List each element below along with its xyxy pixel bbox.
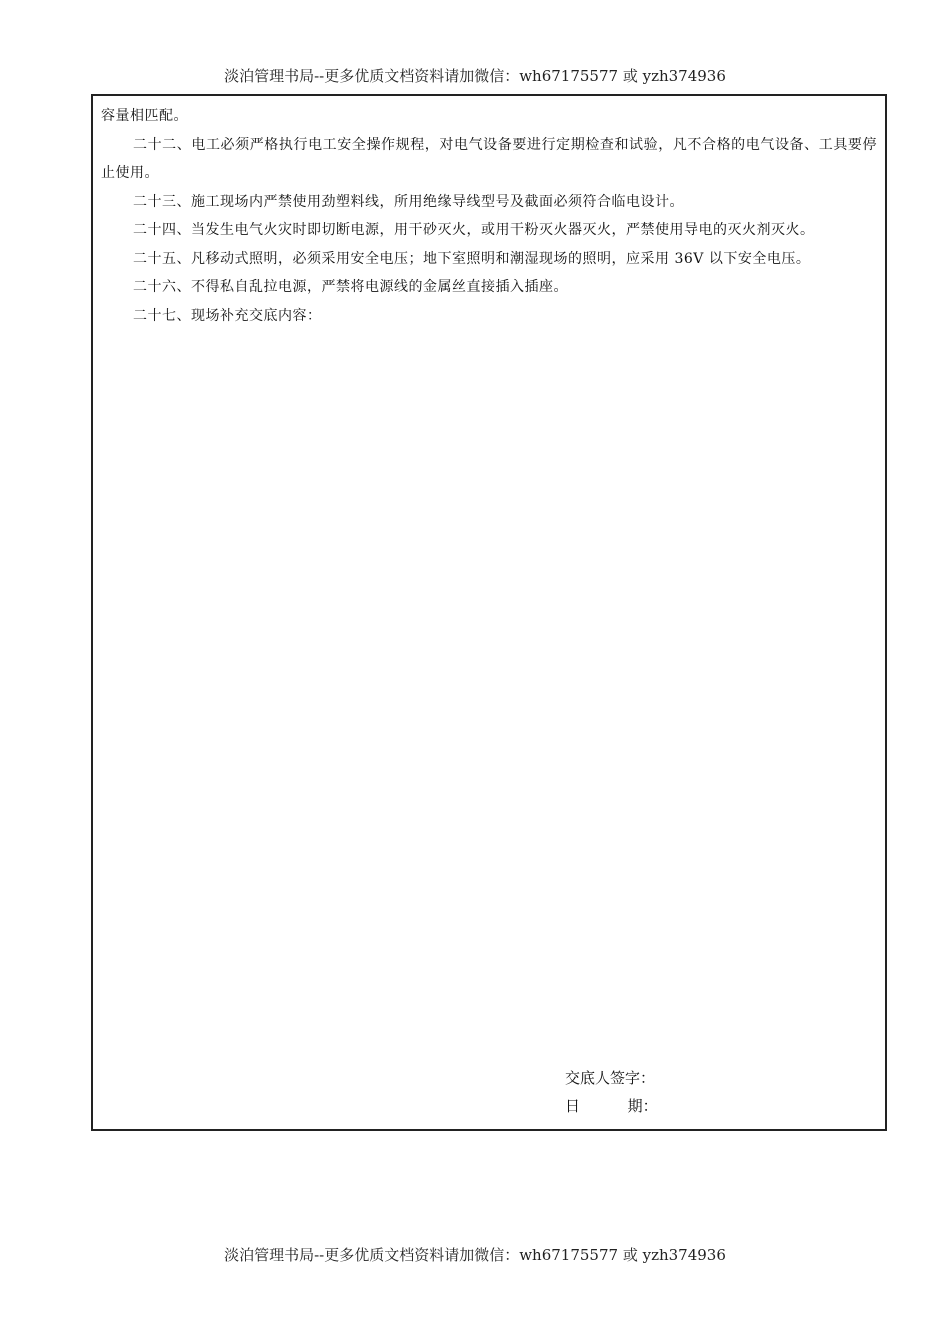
item-26: 二十六、不得私自乱拉电源，严禁将电源线的金属丝直接插入插座。 <box>133 279 568 295</box>
item-22: 二十二、电工必须严格执行电工安全操作规程，对电气设备要进行定期检查和试验，凡不合格的电气设备、工具要停止使用。 <box>101 136 877 181</box>
page-header: 淡泊管理书局--更多优质文档资料请加微信：wh67175577 或 yzh374936 <box>224 67 726 85</box>
page-footer: 淡泊管理书局--更多优质文档资料请加微信：wh67175577 或 yzh374936 <box>224 1246 726 1264</box>
item-27: 二十七、现场补充交底内容： <box>133 307 322 324</box>
signer-label: 交底人签字： <box>565 1069 656 1087</box>
continuation-line: 容量相匹配。 <box>101 108 188 124</box>
body-text <box>101 102 877 330</box>
item-24: 二十四、当发生电气火灾时即切断电源，用干砂灭火，或用干粉灭火器灭火，严禁使用导电的灭火剂灭火。 <box>133 222 815 238</box>
date-label: 日 期： <box>565 1097 658 1115</box>
item-23: 二十三、施工现场内严禁使用劲塑料线，所用绝缘导线型号及截面必须符合临电设计。 <box>133 193 684 210</box>
signature-block <box>565 1064 658 1120</box>
document-frame <box>91 94 887 1131</box>
item-25: 二十五、凡移动式照明，必须采用安全电压；地下室照明和潮湿现场的照明，应采用 36V 以下安全电压。 <box>133 250 811 267</box>
